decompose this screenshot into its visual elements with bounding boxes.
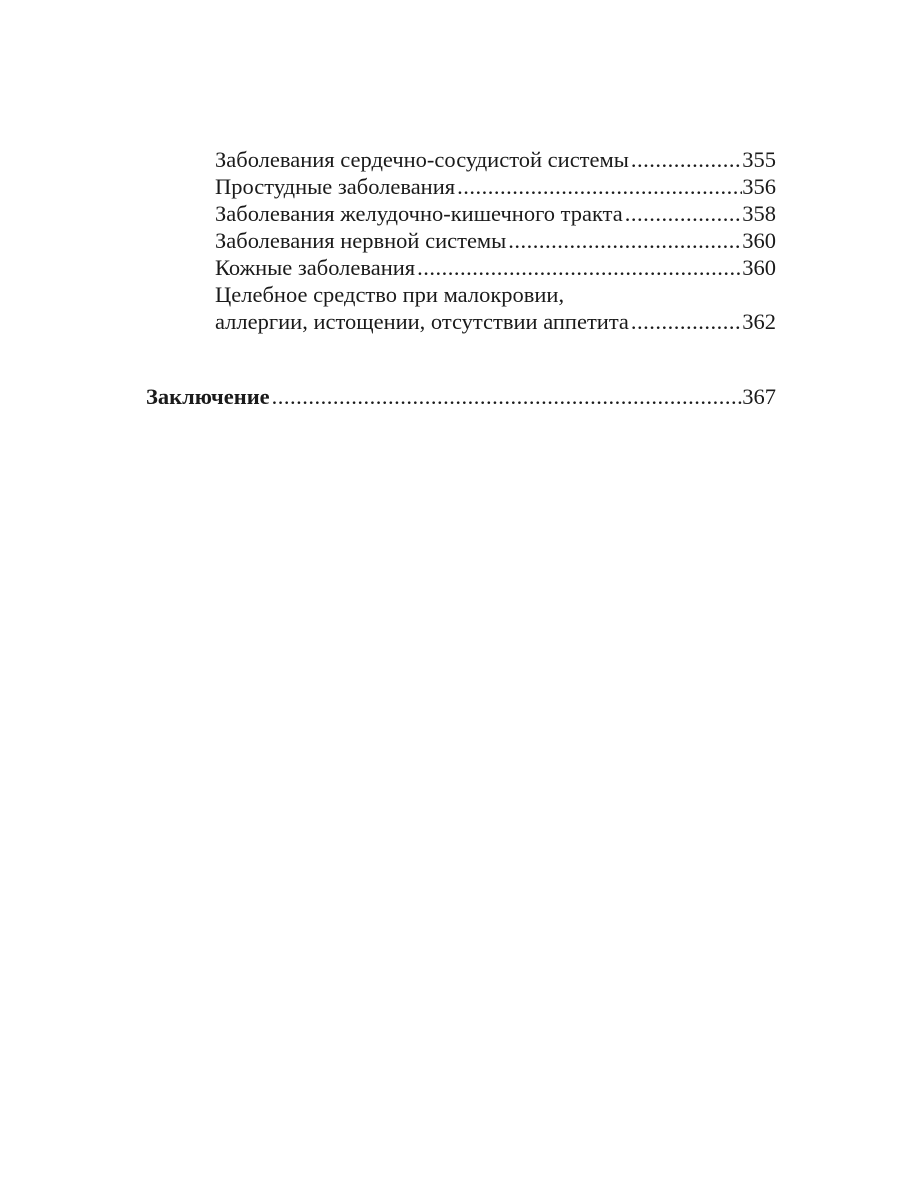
toc-entry-page: 360 [742,255,776,280]
toc-entry-page: 367 [742,384,776,409]
toc-entry-title: Заболевания сердечно-сосудистой системы [215,147,629,172]
dot-leader [625,200,743,227]
toc-entry-title: Кожные заболевания [215,255,416,280]
toc-entry-title-continued: аллергии, истощении, отсутствии аппетита [215,309,629,334]
dot-leader [417,254,742,281]
toc-entry-multiline-first[interactable] [146,281,776,308]
toc-chapter-title: Заключение [146,384,270,409]
toc-entry-page: 362 [742,309,776,334]
toc-entry-page: 356 [742,174,776,199]
toc-subsection-list [146,146,776,335]
toc-entry[interactable] [146,227,776,254]
dot-leader [457,173,742,200]
toc-entry[interactable] [146,173,776,200]
toc-entry[interactable] [146,146,776,173]
toc-entry[interactable] [146,254,776,281]
toc-entry-title: Целебное средство при малокровии, [215,282,565,307]
dot-leader [631,308,742,335]
toc-entry-title: Заболевания желудочно-кишечного тракта [215,201,623,226]
toc-entry-page: 360 [742,228,776,253]
toc-entry-title: Заболевания нервной системы [215,228,507,253]
toc-entry-title: Простудные заболевания [215,174,456,199]
dot-leader [508,227,742,254]
toc-entry[interactable] [146,200,776,227]
table-of-contents [146,146,776,410]
toc-entry-page: 358 [742,201,776,226]
toc-entry-multiline-last[interactable] [146,308,776,335]
toc-entry-conclusion[interactable] [146,383,776,410]
toc-entry-page: 355 [742,147,776,172]
dot-leader [631,146,742,173]
dot-leader [272,383,743,410]
